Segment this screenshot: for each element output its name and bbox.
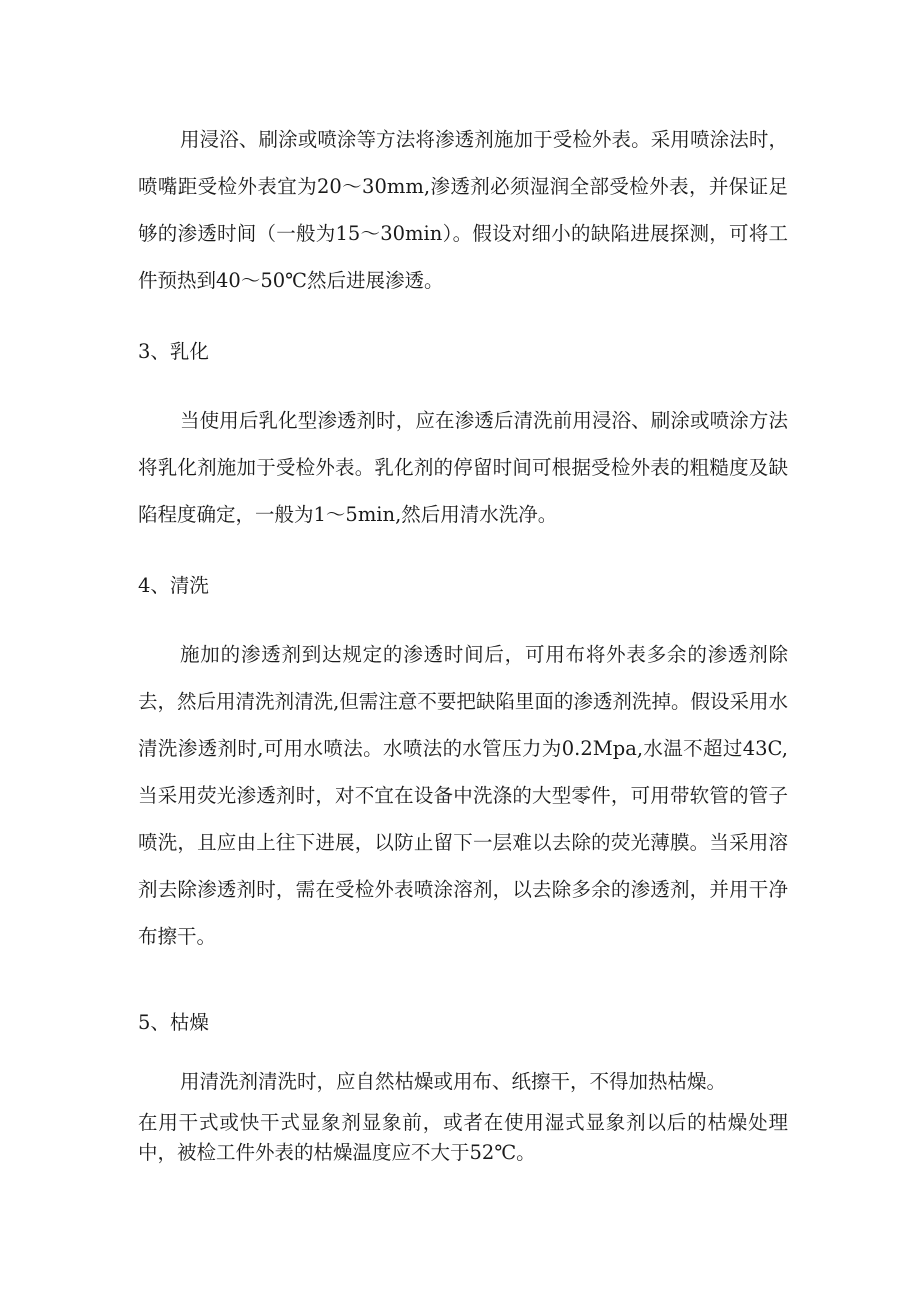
section-heading-emulsification: 3、乳化: [138, 340, 209, 363]
paragraph-drying-method: 用清洗剂清洗时，应自然枯燥或用布、纸擦干，不得加热枯燥。: [180, 1070, 727, 1093]
section-heading-cleaning: 4、清洗: [138, 574, 209, 597]
paragraph-cleaning: 施加的渗透剂到达规定的渗透时间后，可用布将外表多余的渗透剂除去，然后用清洗剂清洗,但需注意不要把缺陷里面的渗透剂洗掉。假设采用水清洗渗透剂时,可用水喷法。水喷法的水管压力为0.2Mpa,水温不超过43C,当采用荧光渗透剂时，对不宜在设备中洗涤的大型零件，可用带软管的管子喷洗，且应由上往下进展，以防止留下一层难以去除的荧光薄膜。当采用溶剂去除渗透剂时，需在受检外表喷涂溶剂，以去除多余的渗透剂，并用干净布擦干。: [138, 643, 788, 948]
paragraph-emulsification: 当使用后乳化型渗透剂时，应在渗透后清洗前用浸浴、刷涂或喷涂方法将乳化剂施加于受检外表。乳化剂的停留时间可根据受检外表的粗糙度及缺陷程度确定，一般为1～5min,然后用清水洗净。: [138, 409, 788, 526]
section-heading-drying: 5、枯燥: [138, 1011, 209, 1034]
paragraph-penetrant-application: 用浸浴、刷涂或喷涂等方法将渗透剂施加于受检外表。采用喷涂法时，喷嘴距受检外表宜为20～30mm,渗透剂必须湿润全部受检外表，并保证足够的渗透时间（一般为15～30min）。假设对细小的缺陷进展探测，可将工件预热到40～50℃然后进展渗透。: [138, 128, 788, 292]
paragraph-drying-temperature: 在用干式或快干式显象剂显象前，或者在使用湿式显象剂以后的枯燥处理中，被检工件外表的枯燥温度应不大于52℃。: [138, 1111, 788, 1164]
